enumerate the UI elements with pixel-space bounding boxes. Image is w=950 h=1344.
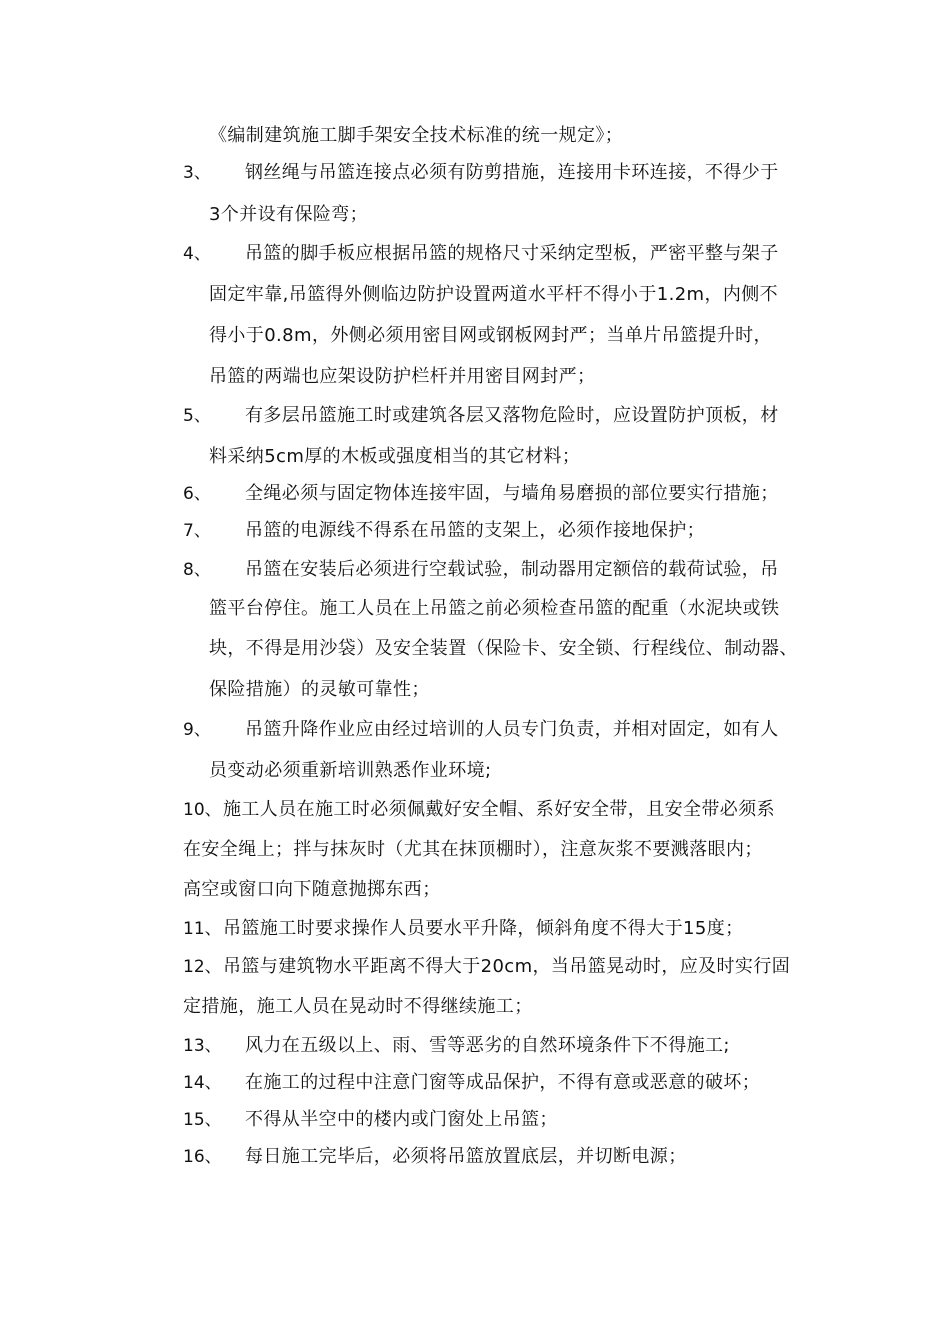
item-number: 10、 [183, 800, 222, 820]
item-number: 7、 [183, 521, 211, 541]
item-number: 11、 [183, 919, 222, 939]
item-text-line: 在施工的过程中注意门窗等成品保护，不得有意或恶意的破坏； [245, 1072, 761, 1093]
item-number: 16、 [183, 1147, 222, 1167]
item-text-line: 吊篮的电源线不得系在吊篮的支架上，必须作接地保护； [245, 520, 705, 541]
item-text-line: 每日施工完毕后，必须将吊篮放置底层，并切断电源； [245, 1146, 687, 1167]
item-text-line: 吊篮的脚手板应根据吊篮的规格尺寸采纳定型板，严密平整与架子 [245, 243, 779, 264]
item-number: 13、 [183, 1036, 222, 1056]
item-number: 5、 [183, 406, 211, 426]
item-number: 6、 [183, 484, 211, 504]
item-text-line: 保险措施）的灵敏可靠性； [209, 679, 430, 700]
item-text-line: 高空或窗口向下随意抛掷东西； [183, 879, 441, 900]
intro-line: 《编制建筑施工脚手架安全技术标准的统一规定》； [209, 125, 624, 146]
item-number: 9、 [183, 720, 211, 740]
item-text-line: 有多层吊篮施工时或建筑各层又落物危险时，应设置防护顶板，材 [245, 405, 779, 426]
item-number: 12、 [183, 957, 222, 977]
item-text-line: 不得从半空中的楼内或门窗处上吊篮； [245, 1109, 558, 1130]
item-number: 8、 [183, 560, 211, 580]
item-text-line: 料采纳5cm厚的木板或强度相当的其它材料； [209, 446, 581, 467]
item-number: 15、 [183, 1110, 222, 1130]
item-text-line: 吊篮的两端也应架设防护栏杆并用密目网封严； [209, 366, 596, 387]
item-text-line: 得小于0.8m，外侧必须用密目网或钢板网封严；当单片吊篮提升时， [209, 325, 772, 346]
item-text-line: 员变动必须重新培训熟悉作业环境; [209, 760, 492, 781]
item-number: 3、 [183, 163, 211, 183]
item-text-line: 钢丝绳与吊篮连接点必须有防剪措施，连接用卡环连接，不得少于 [245, 162, 779, 183]
item-text-line: 定措施，施工人员在晃动时不得继续施工； [183, 996, 533, 1017]
item-number: 4、 [183, 244, 211, 264]
item-text-line: 吊篮与建筑物水平距离不得大于20cm，当吊篮晃动时，应及时实行固 [223, 956, 791, 977]
item-text-line: 3个并设有保险弯； [209, 204, 369, 225]
item-text-line: 在安全绳上；拌与抹灰时（尤其在抹顶棚时），注意灰浆不要溅落眼内； [183, 839, 763, 860]
item-text-line: 施工人员在施工时必须佩戴好安全帽、系好安全带，且安全带必须系 [223, 799, 775, 820]
item-text-line: 固定牢靠,吊篮得外侧临边防护设置两道水平杆不得小于1.2m，内侧不 [209, 284, 779, 305]
item-text-line: 块，不得是用沙袋）及安全装置（保险卡、安全锁、行程线位、制动器、 [209, 638, 798, 659]
item-number: 14、 [183, 1073, 222, 1093]
item-text-line: 吊篮施工时要求操作人员要水平升降，倾斜角度不得大于15度； [223, 918, 744, 939]
item-text-line: 吊篮在安装后必须进行空载试验，制动器用定额倍的载荷试验，吊 [245, 559, 779, 580]
item-text-line: 全绳必须与固定物体连接牢固，与墙角易磨损的部位要实行措施； [245, 483, 779, 504]
item-text-line: 篮平台停住。施工人员在上吊篮之前必须检查吊篮的配重（水泥块或铁 [209, 598, 780, 619]
item-text-line: 风力在五级以上、雨、雪等恶劣的自然环境条件下不得施工; [245, 1035, 730, 1056]
item-text-line: 吊篮升降作业应由经过培训的人员专门负责，并相对固定，如有人 [245, 719, 779, 740]
